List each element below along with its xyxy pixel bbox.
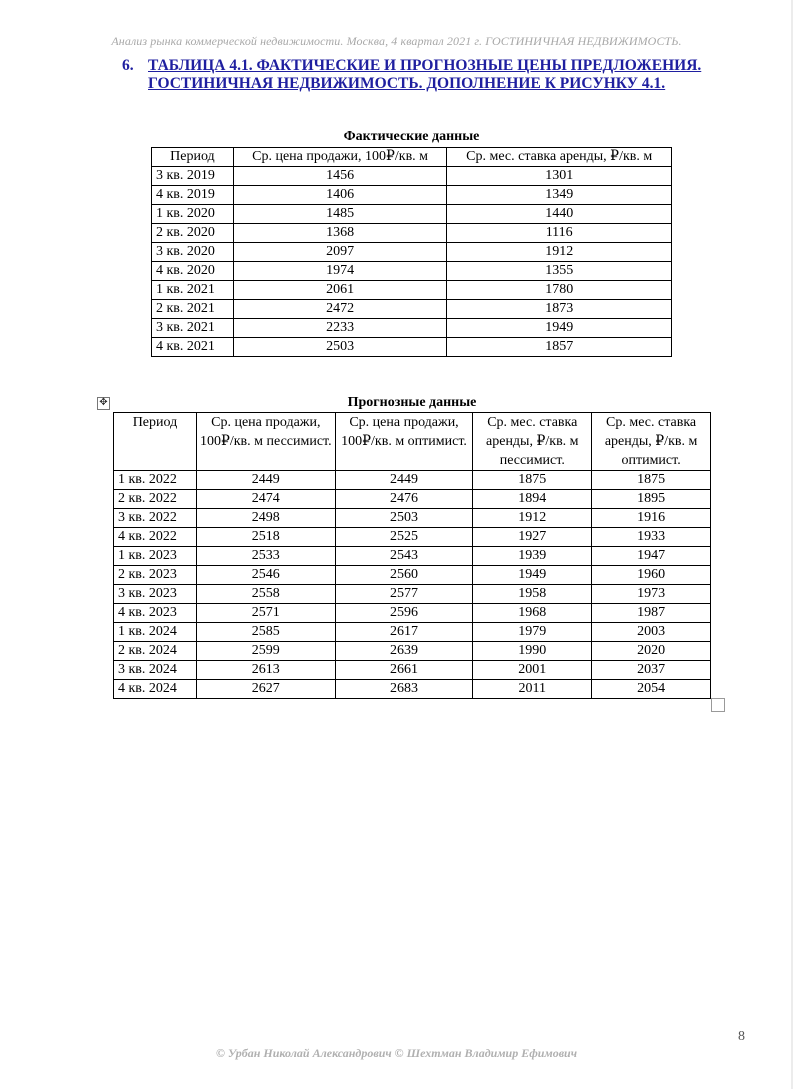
value-cell: 1990 [473, 642, 592, 661]
section-title[interactable] [122, 57, 762, 93]
value-cell: 1301 [447, 167, 672, 186]
table-resize-handle-icon[interactable] [711, 698, 725, 712]
value-cell: 2613 [196, 661, 335, 680]
value-cell: 2571 [196, 604, 335, 623]
table-row [114, 490, 711, 509]
table-row [114, 471, 711, 490]
value-cell: 2533 [196, 547, 335, 566]
value-cell: 1949 [447, 319, 672, 338]
column-header: Ср. мес. ставка аренды, ₽/кв. м [447, 148, 672, 167]
value-cell: 2476 [335, 490, 473, 509]
period-cell: 2 кв. 2020 [152, 224, 234, 243]
period-cell: 3 кв. 2020 [152, 243, 234, 262]
table-row [152, 205, 672, 224]
value-cell: 2627 [196, 680, 335, 699]
column-header: Ср. мес. ставка аренды, ₽/кв. м пессимист. [473, 413, 592, 471]
forecast-data-table [113, 412, 711, 699]
period-cell: 3 кв. 2023 [114, 585, 197, 604]
value-cell: 2472 [233, 300, 447, 319]
table-row [152, 338, 672, 357]
value-cell: 1960 [592, 566, 711, 585]
value-cell: 1927 [473, 528, 592, 547]
value-cell: 1349 [447, 186, 672, 205]
value-cell: 2639 [335, 642, 473, 661]
value-cell: 2037 [592, 661, 711, 680]
value-cell: 1912 [447, 243, 672, 262]
value-cell: 1949 [473, 566, 592, 585]
value-cell: 1116 [447, 224, 672, 243]
table-header-row [114, 413, 711, 471]
period-cell: 3 кв. 2024 [114, 661, 197, 680]
table-row [152, 167, 672, 186]
value-cell: 1947 [592, 547, 711, 566]
period-cell: 4 кв. 2023 [114, 604, 197, 623]
period-cell: 1 кв. 2024 [114, 623, 197, 642]
actual-table-caption: Фактические данные [343, 129, 480, 144]
table-row [114, 585, 711, 604]
column-header: Период [152, 148, 234, 167]
value-cell: 1974 [233, 262, 447, 281]
period-cell: 4 кв. 2024 [114, 680, 197, 699]
value-cell: 1368 [233, 224, 447, 243]
column-header: Ср. цена продажи, 100₽/кв. м [233, 148, 447, 167]
period-cell: 4 кв. 2022 [114, 528, 197, 547]
page-header: Анализ рынка коммерческой недвижимости. Москва, 4 квартал 2021 г. ГОСТИНИЧНАЯ НЕДВИЖИМОСТЬ. [111, 34, 682, 48]
value-cell: 1958 [473, 585, 592, 604]
value-cell: 1933 [592, 528, 711, 547]
table-row [114, 509, 711, 528]
table-move-handle-icon[interactable]: ✥ [97, 397, 110, 410]
value-cell: 2020 [592, 642, 711, 661]
value-cell: 2546 [196, 566, 335, 585]
value-cell: 2474 [196, 490, 335, 509]
table-row [114, 661, 711, 680]
value-cell: 1857 [447, 338, 672, 357]
value-cell: 2449 [196, 471, 335, 490]
table-row [152, 319, 672, 338]
value-cell: 2498 [196, 509, 335, 528]
value-cell: 2585 [196, 623, 335, 642]
table-row [114, 680, 711, 699]
value-cell: 1485 [233, 205, 447, 224]
value-cell: 1916 [592, 509, 711, 528]
column-header: Период [114, 413, 197, 471]
value-cell: 1912 [473, 509, 592, 528]
period-cell: 4 кв. 2020 [152, 262, 234, 281]
table-row [114, 547, 711, 566]
value-cell: 2560 [335, 566, 473, 585]
actual-data-table [151, 147, 672, 357]
value-cell: 1895 [592, 490, 711, 509]
value-cell: 2503 [335, 509, 473, 528]
period-cell: 1 кв. 2020 [152, 205, 234, 224]
value-cell: 2449 [335, 471, 473, 490]
section-number: 6. [122, 57, 134, 74]
value-cell: 2061 [233, 281, 447, 300]
table-row [114, 623, 711, 642]
table-row [152, 243, 672, 262]
value-cell: 1987 [592, 604, 711, 623]
table-header-row [152, 148, 672, 167]
value-cell: 1939 [473, 547, 592, 566]
page-footer: © Урбан Николай Александрович © Шехтман Владимир Ефимович [215, 1046, 578, 1060]
table-row [152, 300, 672, 319]
column-header: Ср. цена продажи, 100₽/кв. м пессимист. [196, 413, 335, 471]
value-cell: 1456 [233, 167, 447, 186]
value-cell: 2599 [196, 642, 335, 661]
table-row [152, 262, 672, 281]
value-cell: 2097 [233, 243, 447, 262]
table-row [152, 186, 672, 205]
table-row [152, 224, 672, 243]
value-cell: 2011 [473, 680, 592, 699]
column-header: Ср. мес. ставка аренды, ₽/кв. м оптимист. [592, 413, 711, 471]
period-cell: 1 кв. 2021 [152, 281, 234, 300]
value-cell: 1780 [447, 281, 672, 300]
value-cell: 1968 [473, 604, 592, 623]
period-cell: 3 кв. 2019 [152, 167, 234, 186]
table-row [114, 642, 711, 661]
value-cell: 2543 [335, 547, 473, 566]
value-cell: 2683 [335, 680, 473, 699]
period-cell: 2 кв. 2023 [114, 566, 197, 585]
value-cell: 2525 [335, 528, 473, 547]
value-cell: 1406 [233, 186, 447, 205]
period-cell: 1 кв. 2022 [114, 471, 197, 490]
value-cell: 1894 [473, 490, 592, 509]
value-cell: 2661 [335, 661, 473, 680]
value-cell: 1979 [473, 623, 592, 642]
value-cell: 2518 [196, 528, 335, 547]
value-cell: 1873 [447, 300, 672, 319]
value-cell: 2054 [592, 680, 711, 699]
period-cell: 2 кв. 2021 [152, 300, 234, 319]
period-cell: 4 кв. 2021 [152, 338, 234, 357]
column-header: Ср. цена продажи, 100₽/кв. м оптимист. [335, 413, 473, 471]
period-cell: 3 кв. 2021 [152, 319, 234, 338]
value-cell: 2003 [592, 623, 711, 642]
value-cell: 1355 [447, 262, 672, 281]
value-cell: 1440 [447, 205, 672, 224]
value-cell: 2558 [196, 585, 335, 604]
forecast-table-caption: Прогнозные данные [347, 395, 477, 410]
period-cell: 4 кв. 2019 [152, 186, 234, 205]
table-row [114, 604, 711, 623]
value-cell: 1875 [592, 471, 711, 490]
value-cell: 2503 [233, 338, 447, 357]
value-cell: 2577 [335, 585, 473, 604]
section-title-link[interactable]: ТАБЛИЦА 4.1. ФАКТИЧЕСКИЕ И ПРОГНОЗНЫЕ ЦЕНЫ ПРЕДЛОЖЕНИЯ. ГОСТИНИЧНАЯ НЕДВИЖИМОСТЬ. ДОПОЛНЕНИЕ К РИСУНКУ 4.1. [148, 57, 702, 92]
period-cell: 2 кв. 2024 [114, 642, 197, 661]
value-cell: 2001 [473, 661, 592, 680]
period-cell: 2 кв. 2022 [114, 490, 197, 509]
value-cell: 1973 [592, 585, 711, 604]
page-number: 8 [738, 1029, 745, 1044]
table-row [152, 281, 672, 300]
period-cell: 1 кв. 2023 [114, 547, 197, 566]
table-row [114, 566, 711, 585]
value-cell: 2596 [335, 604, 473, 623]
value-cell: 2617 [335, 623, 473, 642]
value-cell: 1875 [473, 471, 592, 490]
value-cell: 2233 [233, 319, 447, 338]
period-cell: 3 кв. 2022 [114, 509, 197, 528]
table-row [114, 528, 711, 547]
